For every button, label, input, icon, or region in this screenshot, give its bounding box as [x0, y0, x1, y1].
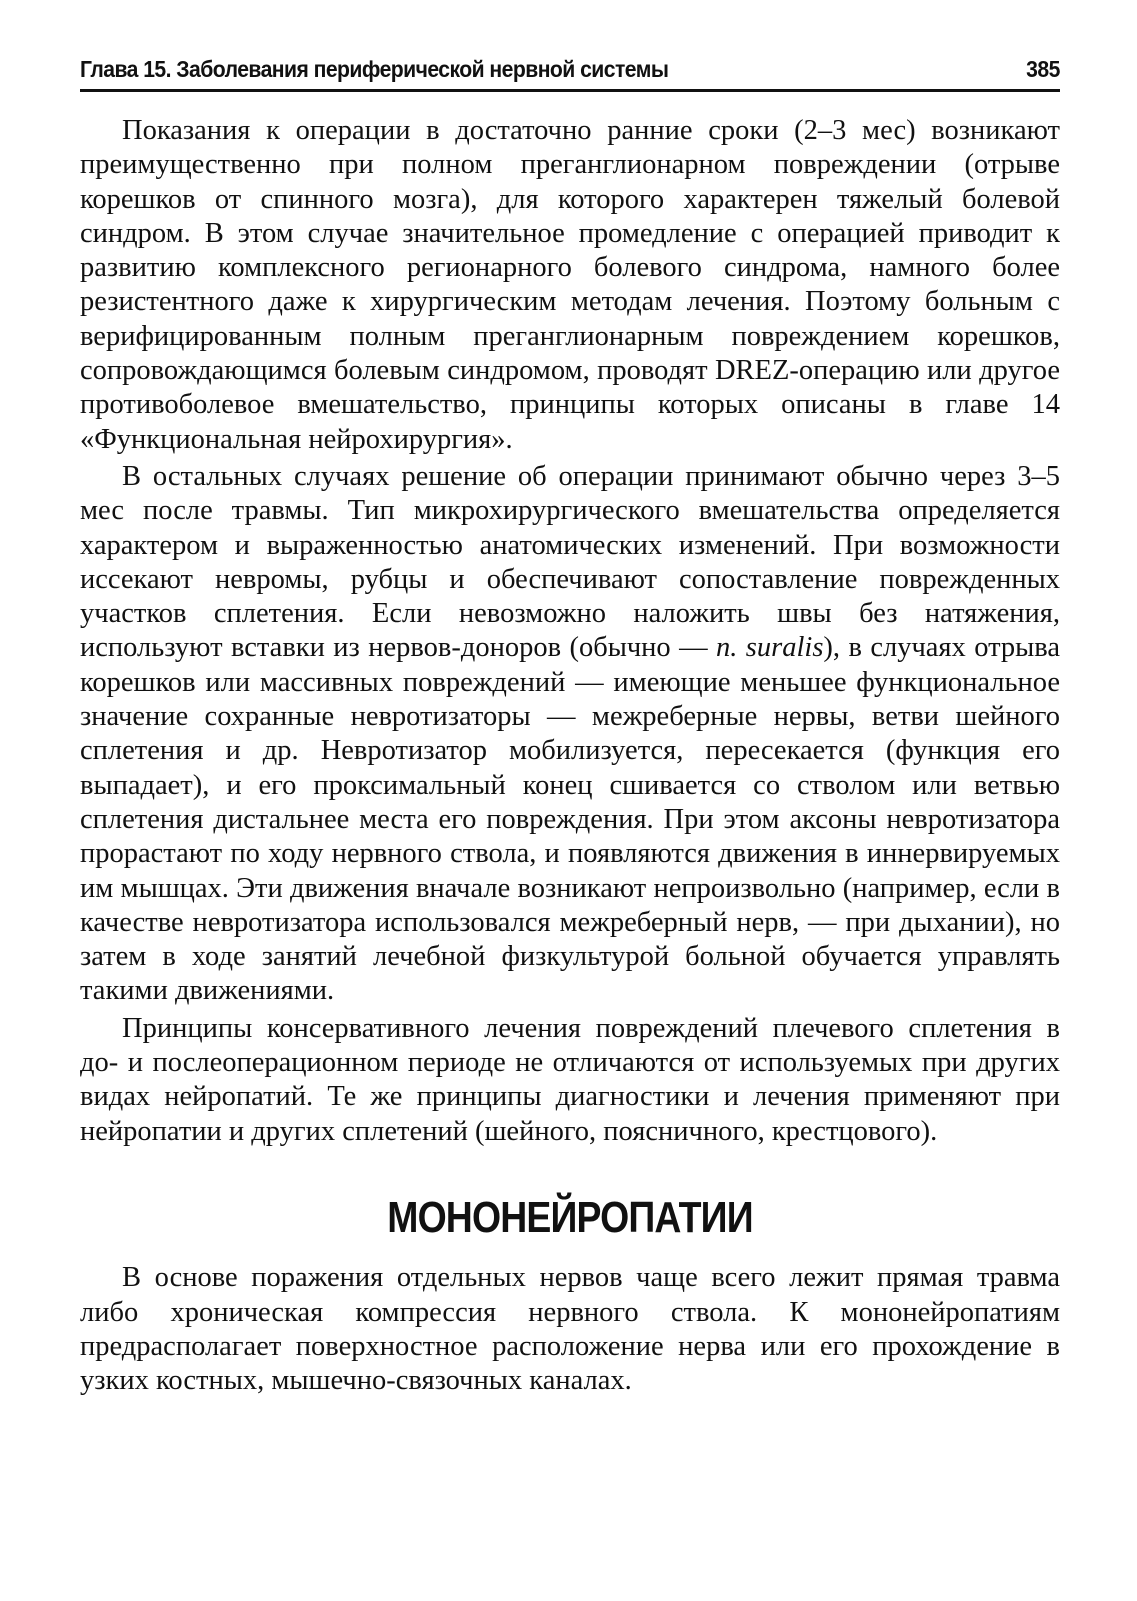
- paragraph-3: Принципы консервативного лечения повреждений плечевого сплетения в до- и послеоперационном периоде не отличаются от используемых при других видах нейропатий. Те же принципы диагностики и лечения применяют при нейропатии и других сплетений (шейного, поясничного, крестцового).: [80, 1012, 1060, 1147]
- latin-term: n. suralis: [716, 632, 824, 664]
- body-text: [80, 114, 1060, 1398]
- header-rule: [80, 89, 1060, 92]
- page-number: 385: [1026, 56, 1060, 82]
- section-heading: МОНОНЕЙРОПАТИИ: [387, 1192, 753, 1242]
- chapter-title: Глава 15. Заболевания периферической нервной системы: [80, 56, 669, 82]
- section-paragraph: В основе поражения отдельных нервов чаще всего лежит прямая травма либо хроническая компрессия нервного ствола. К мононейропатиям предрасполагает поверхностное расположение нерва или его прохождение в узких костных, мышечно-связочных каналах.: [80, 1262, 1060, 1397]
- book-page: [80, 56, 1060, 1398]
- paragraph-2-part-1: В остальных случаях решение об операции принимают обычно через 3–5 мес после травмы. Тип микрохирургического вмешательства определяется характером и выраженностью анатомических изменений. При возможности иссекают невромы, рубцы и обеспечивают сопоставление поврежденных участков сплетения. Если невозможно наложить швы без натяжения, используют вставки из нервов-доноров (обычно —: [80, 460, 1060, 664]
- paragraph-1: Показания к операции в достаточно ранние сроки (2–3 мес) возникают преимущественно при полном преганглионарном повреждении (отрыве корешков от спинного мозга), для которого характерен тяжелый болевой синдром. В этом случае значительное промедление с операцией приводит к развитию комплексного регионарного болевого синдрома, намного более резистентного даже к хирургическим методам лечения. Поэтому больным с верифицированным полным преганглионарным повреждением корешков, сопровождающимся болевым синдромом, проводят DREZ-операцию или другое противоболевое вмешательство, принципы которых описаны в главе 14 «Функциональная нейрохирургия».: [80, 115, 1060, 455]
- paragraph-2: [80, 460, 1060, 1009]
- paragraph-2-part-2: ), в случаях отрыва корешков или массивных повреждений — имеющие меньшее функциональное значение сохранные невротизаторы — межреберные нервы, ветви шейного сплетения и др. Невротизатор мобилизуется, пересекается (функция его выпадает), и его проксимальный конец сшивается со стволом или ветвью сплетения дистальнее места его повреждения. При этом аксоны невротизатора прорастают по ходу нервного ствола, и появляются движения в иннервируемых им мышцах. Эти движения вначале возникают непроизвольно (например, если в качестве невротизатора использовался межреберный нерв, — при дыхании), но затем в ходе занятий лечебной физкультурой больной обучается управлять такими движениями.: [80, 632, 1061, 1007]
- running-head: [80, 56, 1060, 89]
